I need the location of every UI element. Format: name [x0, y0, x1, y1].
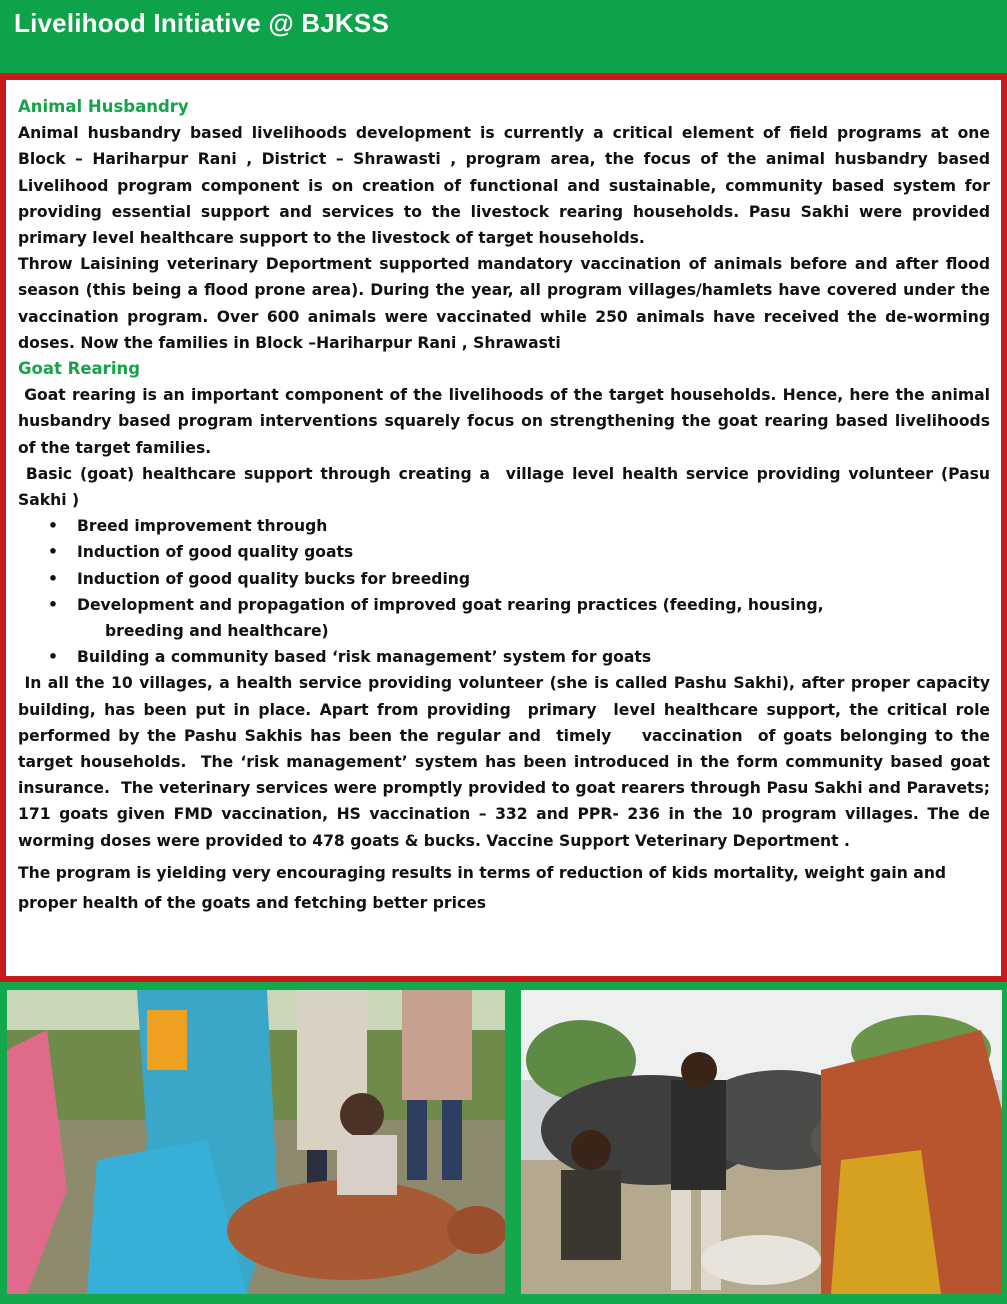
photo-livestock-gathering-illustration	[521, 990, 1002, 1294]
goat-interventions-list	[18, 513, 990, 670]
paragraph-pashu-sakhi: In all the 10 villages, a health service providing volunteer (she is called Pashu Sakhi), after proper capacity building, has been put in place. Apart from providing primary level healthcare support, the critical role performed by the Pashu Sakhis has been the regular and timely vaccination of goats belonging to the target households. The ‘risk management’ system has been introduced in the form community based goat insurance. The veterinary services were promptly provided to goat rearers through Pasu Sakhi and Paravets; 171 goats given FMD vaccination, HS vaccination – 332 and PPR- 236 in the 10 program villages. The de worming doses were provided to 478 goats & bucks. Vaccine Support Veterinary Deportment .	[18, 674, 1001, 850]
photo-goat-vaccination-illustration	[7, 990, 505, 1294]
photo-goat-vaccination	[7, 990, 505, 1294]
list-item: • Induction of good quality bucks for breeding	[77, 566, 990, 592]
photo-livestock-gathering	[521, 990, 1002, 1294]
page-title: Livelihood Initiative @ BJKSS	[14, 8, 389, 38]
photo-strip	[0, 982, 1007, 1304]
content-box	[0, 74, 1007, 982]
list-item-continuation: breeding and healthcare)	[105, 622, 329, 641]
list-item: • Induction of good quality goats	[77, 539, 990, 565]
section-heading-animal-husbandry: Animal Husbandry	[18, 97, 189, 116]
paragraph-healthcare-support: Basic (goat) healthcare support through creating a village level health service providing volunteer (Pasu Sakhi )	[18, 464, 996, 510]
paragraph-animal-husbandry-intro: Animal husbandry based livelihoods development is currently a critical element of field programs at one Block – Hariharpur Rani , District – Shrawasti , program area, the focus of the animal husbandry based Livelihood program component is on creation of functional and sustainable, community based system for providing essential support and services to the livestock rearing households. Pasu Sakhi were provided primary level healthcare support to the livestock of target households.	[18, 124, 990, 248]
list-item	[77, 592, 990, 644]
paragraph-vaccination: Throw Laisining veterinary Deportment supported mandatory vaccination of animals before and after flood season (this being a flood prone area). During the year, all program villages/hamlets have covered under the vaccination program. Over 600 animals were vaccinated while 250 animals have received the de-worming doses. Now the families in Block –Hariharpur Rani , Shrawasti	[18, 255, 990, 352]
list-item: • Breed improvement through	[77, 513, 990, 539]
list-item-text: Development and propagation of improved goat rearing practices (feeding, housing,	[77, 595, 824, 614]
paragraph-results: The program is yielding very encouraging results in terms of reduction of kids mortality, weight gain and proper health of the goats and fetching better prices	[18, 863, 947, 912]
section-heading-goat-rearing: Goat Rearing	[18, 359, 141, 379]
article-body	[18, 94, 1001, 918]
paragraph-goat-rearing-intro: Goat rearing is an important component of the livelihoods of the target households. Hence, here the animal husbandry based program interventions squarely focus on strengthening the goat rearing based livelihoods of the target families.	[18, 386, 996, 457]
list-item: • Building a community based ‘risk management’ system for goats	[77, 644, 990, 670]
header-banner	[0, 0, 1007, 74]
